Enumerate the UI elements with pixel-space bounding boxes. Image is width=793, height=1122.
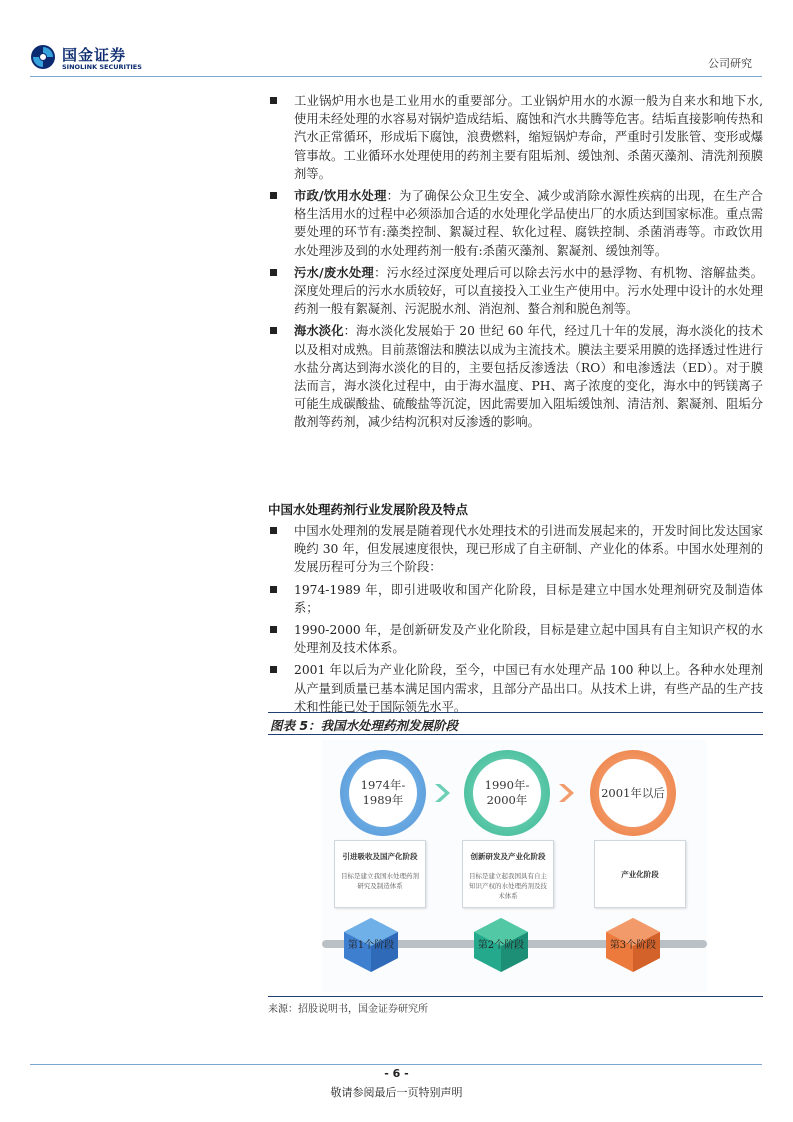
figure-caption: 图表 5：我国水处理药剂发展阶段 bbox=[270, 718, 459, 733]
bullet-list-bottom bbox=[268, 522, 763, 716]
source-divider bbox=[268, 996, 763, 997]
list-item-text: ：海水淡化发展始于 20 世纪 60 年代，经过几十年的发展，海水淡化的技术以及相对成熟。目前蒸馏法和膜法以成为主流技术。膜法主要采用膜的选择透过性进行水盐分离达到海水淡化的目的，主要包括反渗透法（RO）和电渗透法（ED）。对于膜法而言，海水淡化过程中，由于海水温度、PH、离子浓度的变化，海水中的钙镁离子可能生成碳酸盐、硫酸盐等沉淀，因此需要加入阻垢缓蚀剂、清洁剂、絮凝剂、阻垢分散剂等药剂，减少结构沉积对反渗透的影响。 bbox=[294, 324, 763, 430]
page-number: - 6 - bbox=[384, 1067, 409, 1080]
section-heading: 中国水处理药剂行业发展阶段及特点 bbox=[268, 502, 469, 517]
arrow-right-icon bbox=[432, 782, 454, 804]
list-item-lead: 海水淡化 bbox=[294, 324, 344, 339]
list-item-lead: 市政/饮用水处理 bbox=[294, 189, 387, 204]
bullet-icon bbox=[270, 666, 277, 673]
logo-mark-icon bbox=[30, 44, 56, 70]
stage-2-period-circle bbox=[464, 750, 550, 836]
bullet-icon bbox=[270, 97, 277, 104]
company-logo bbox=[30, 44, 150, 74]
list-item-text: ：污水经过深度处理后可以除去污水中的悬浮物、有机物、溶解盐类。深度处理后的污水水质较好，可以直接投入工业生产使用中。污水处理中设计的水处理药剂一般有絮凝剂、污泥脱水剂、消泡剂、螯合剂和脱色剂等。 bbox=[294, 265, 763, 317]
stage-3-period-line1: 2001年以后 bbox=[601, 785, 665, 800]
stage-3-card bbox=[594, 840, 686, 908]
figure-source: 来源：招股说明书，国金证券研究所 bbox=[268, 1004, 428, 1015]
list-item-text: 2001 年以后为产业化阶段，至今，中国已有水处理产品 100 种以上。各种水处理剂从产量到质量已基本满足国内需求，且部分产品出口。从技术上讲，有些产品的生产技术和性能已处于国际领先水平。 bbox=[294, 663, 763, 714]
bullet-icon bbox=[270, 327, 277, 334]
list-item-text: 工业锅炉用水也是工业用水的重要部分。工业锅炉用水的水源一般为自来水和地下水,使用未经处理的水容易对锅炉造成结垢、腐蚀和汽水共腾等危害。结垢直接影响传热和汽水正常循环，形成垢下腐蚀，浪费燃料，缩短锅炉寿命，严重时引发胀管、变形或爆管事故。工业循环水处理使用的药剂主要有阻垢剂、缓蚀剂、杀菌灭藻剂、清洗剂预膜剂等。 bbox=[294, 94, 763, 181]
list-item-text: 1974-1989 年，即引进吸收和国产化阶段，目标是建立中国水处理剂研究及制造体系； bbox=[294, 582, 763, 615]
bullet-icon bbox=[270, 192, 277, 199]
body-top bbox=[268, 92, 763, 436]
bullet-list-top bbox=[268, 92, 763, 432]
stages-diagram bbox=[322, 740, 707, 992]
list-item-text: ：为了确保公众卫生安全、减少或消除水源性疾病的出现，在生产合格生活用水的过程中必须添加合适的水处理化学品使出厂的水质达到国家标准。重点需要处理的环节有:藻类控制、絮凝过程、软化过程、腐铁控制、杀菌消毒等。市政饮用水处理涉及到的水处理药剂一般有:杀菌灭藻剂、絮凝剂、缓蚀剂等。 bbox=[294, 189, 763, 258]
footer-divider bbox=[30, 1064, 762, 1065]
stage-2-card bbox=[462, 840, 554, 908]
stage-2-description: 目标是建立起我国具有自主知识产权的水处理药剂及技术体系 bbox=[469, 872, 547, 900]
stage-2-cube-label: 第2个阶段 bbox=[477, 940, 525, 951]
arrow-right-icon bbox=[556, 782, 578, 804]
stage-1-period-circle bbox=[340, 750, 426, 836]
body-bottom bbox=[268, 522, 763, 720]
header-divider bbox=[30, 76, 762, 77]
figure-caption-bar bbox=[268, 712, 763, 735]
stage-1-period-line1: 1974年- bbox=[360, 778, 406, 792]
list-item bbox=[268, 522, 763, 577]
stage-1-title: 引进吸收及国产化阶段 bbox=[342, 852, 418, 861]
stage-1-cube-label: 第1个阶段 bbox=[347, 940, 395, 951]
stage-2-period-line2: 2000年 bbox=[486, 793, 528, 807]
stage-3-cube bbox=[604, 916, 662, 974]
stage-2-period-line1: 1990年- bbox=[484, 778, 530, 792]
list-item-text: 中国水处理剂的发展是随着现代水处理技术的引进而发展起来的，开发时间比发达国家晚约 30 年，但发展速度很快，现已形成了自主研制、产业化的体系。中国水处理剂的发展历程可分为三个阶段： bbox=[294, 524, 763, 575]
stage-1-description: 目标是建立我国水处理药剂研究及制造体系 bbox=[341, 872, 419, 890]
report-category: 公司研究 bbox=[708, 57, 752, 70]
stage-1-card bbox=[334, 840, 426, 908]
list-item bbox=[268, 264, 763, 319]
stage-1-period-line2: 1989年 bbox=[362, 793, 404, 807]
list-item bbox=[268, 187, 763, 260]
list-item bbox=[268, 621, 763, 657]
stage-3-cube-label: 第3个阶段 bbox=[609, 940, 657, 951]
bullet-icon bbox=[270, 269, 277, 276]
bullet-icon bbox=[270, 626, 277, 633]
logo-chinese-text: 国金证券 bbox=[62, 46, 127, 64]
page-header bbox=[0, 0, 793, 80]
list-item bbox=[268, 581, 763, 617]
bullet-icon bbox=[270, 586, 277, 593]
bullet-icon bbox=[270, 527, 277, 534]
list-item bbox=[268, 322, 763, 431]
stage-3-title: 产业化阶段 bbox=[621, 870, 659, 879]
stage-2-title: 创新研发及产业化阶段 bbox=[470, 852, 546, 861]
stage-3-period-circle bbox=[590, 750, 676, 836]
list-item-text: 1990-2000 年，是创新研发及产业化阶段，目标是建立起中国具有自主知识产权的水处理剂及技术体系。 bbox=[294, 623, 763, 656]
list-item bbox=[268, 92, 763, 183]
logo-english-text: SINOLINK SECURITIES bbox=[62, 63, 142, 71]
list-item-lead: 污水/废水处理 bbox=[294, 265, 375, 280]
disclaimer-note: 敬请参阅最后一页特别声明 bbox=[330, 1086, 463, 1099]
list-item bbox=[268, 661, 763, 716]
stage-2-cube bbox=[472, 916, 530, 974]
stage-1-cube bbox=[342, 916, 400, 974]
